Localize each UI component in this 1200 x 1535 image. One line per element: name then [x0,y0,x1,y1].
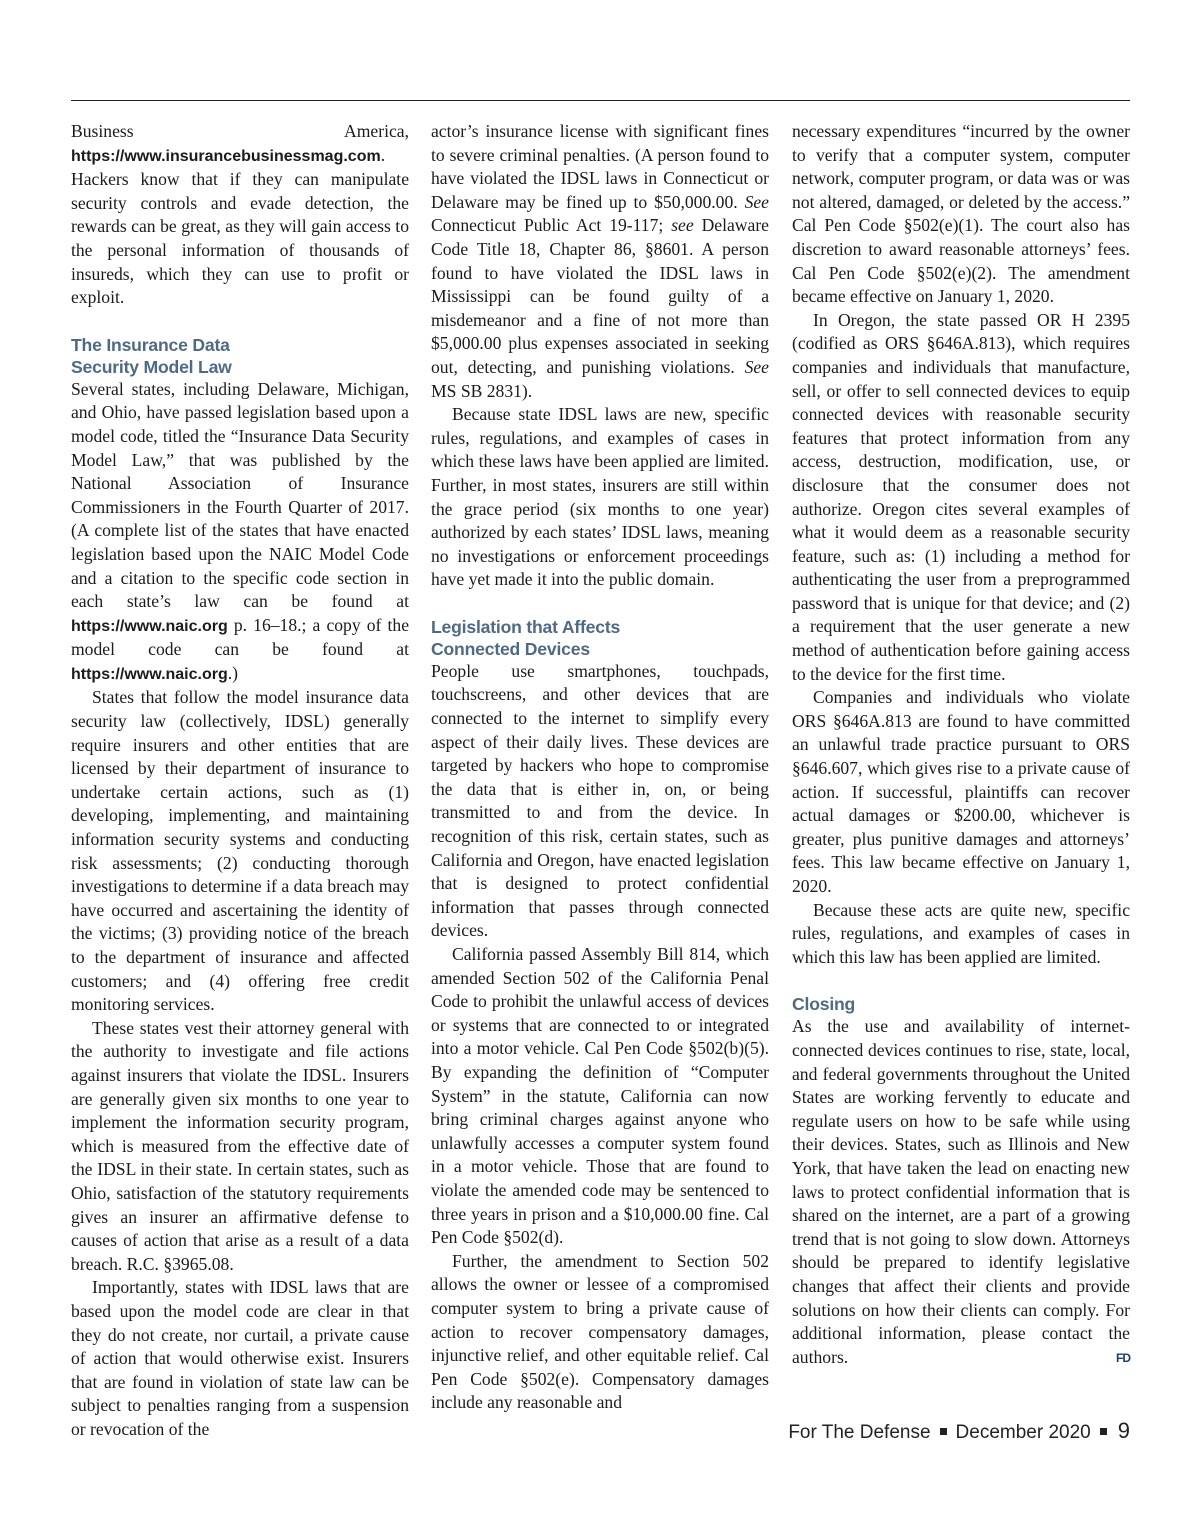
paragraph: People use smartphones, touchpads, touchscreens, and other devices that are connected to the internet to simplify every aspect of their daily lives. These devices are targeted by hackers who hope to compromise the data that is either in, on, or being transmitted to and from the device. In recognition of this risk, certain states, such as California and Oregon, have enacted legislation that is designed to protect confidential information that passes through connected devices. [431,660,769,941]
paragraph: In Oregon, the state passed OR H 2395 (codified as ORS §646A.813), which requires companies and individuals that manufacture, sell, or offer to sell connected devices to equip connected devices with reasonable security features that protect information from any access, destruction, modification, use, or disclosure that the consumer does not authorize. Oregon cites several examples of what it would deem as a reasonable security feature, such as: (1) including a method for authenticating the user from a preprogrammed password that is unique for that device; and (2) a requirement that the user generate a new method of authentication before gaining access to the device for the first time. [792,309,1130,684]
paragraph: States that follow the model insurance data security law (collectively, IDSL) generally require insurers and other entities that are licensed by their department of insurance to undertake certain actions, such as (1) developing, implementing, and maintaining information security systems and conducting risk assessments; (2) conducting thorough investigations to determine if a data breach may have occurred and ascertaining the identity of the victims; (3) providing notice of the breach to the department of insurance and affected customers; and (4) offering free credit monitoring services. [71,687,409,1015]
paragraph: Business America, https://www.insurancebusinessmag.com. Hackers know that if they can manipulate security controls and evade detection, the rewards can be great, as they will gain access to the personal information of thousands of insureds, which they can use to profit or exploit. [71,121,409,308]
paragraph: actor’s insurance license with significant fines to severe criminal penalties. (A person found to have violated the IDSL laws in Connecticut or Delaware may be fined up to $50,000.00. See Connecticut Public Act 19-117; see Delaware Code Title 18, Chapter 86, §8601. A person found to have violated the IDSL laws in Mississippi can be found guilty of a misdemeanor and a fine of not more than $5,000.00 plus expenses associated in seeking out, detecting, and punishing violations. See MS SB 2831). [431,121,769,401]
paragraph: As the use and availability of internet-connected devices continues to rise, state, local, and federal governments throughout the United States are working fervently to educate and regulate users on how to be safe while using their devices. States, such as Illinois and New York, that have taken the lead on enacting new laws to protect confidential information that is shared on the internet, are a part of a growing trend that is not going to slow down. Attorneys should be prepared to identify legislative changes that affect their clients and provide solutions on how their clients can comply. For additional information, please contact the authors. FD [792,1016,1130,1367]
publication-name: For The Defense [788,1422,931,1443]
section-heading-legislation: Legislation that Affects Connected Devices [431,616,621,659]
paragraph: These states vest their attorney general with the authority to investigate and file actions against insurers that violate the IDSL. Insurers are generally given six months to one year to implement the information security program, which is measured from the effective date of the IDSL in their state. In certain states, such as Ohio, satisfaction of the statutory requirements gives an insurer an affirmative defense to causes of action that arise as a result of a data breach. R.C. §3965.08. [71,1017,409,1274]
paragraph: Importantly, states with IDSL laws that are based upon the model code are clear in that they do not create, nor curtail, a private cause of action that would otherwise exist. Insurers that are found in violation of state law can be subject to penalties ranging from a suspension or revocation of the [71,1277,409,1439]
paragraph: Several states, including Delaware, Michigan, and Ohio, have passed legislation based upon a model code, titled the “Insurance Data Security Model Law,” that was published by the National Association of Insurance Commissioners in the Fourth Quarter of 2017. (A complete list of the states that have enacted legislation based upon the NAIC Model Code and a citation to the specific code section in each state’s law can be found at https://www.naic.org p. 16–18.; a copy of the model code can be found at https://www.naic.org.) [71,378,409,683]
url-link[interactable]: https://www.insurancebusinessmag.com [71,147,381,165]
issue-date: December 2020 [955,1422,1091,1443]
paragraph: Because state IDSL laws are new, specific rules, regulations, and examples of cases in which these laws have been applied are limited. Further, in most states, insurers are still within the grace period (six months to one year) authorized by each states’ IDSL laws, meaning no investigations or enforcement proceedings have yet made it into the public domain. [431,404,769,590]
paragraph: Because these acts are quite new, specific rules, regulations, and examples of cases in which this law has been applied are limited. [792,899,1130,967]
section-heading-closing: Closing [792,994,856,1015]
bullet-square-icon [940,1428,947,1435]
column-1 [71,120,409,1441]
page-number: 9 [1117,1418,1130,1443]
paragraph: necessary expenditures “incurred by the owner to verify that a computer system, computer network, computer program, or data was or was not altered, damaged, or deleted by the access.” Cal Pen Code §502(e)(1). The court also has discretion to award reasonable attorneys’ fees. Cal Pen Code §502(e)(2). The amendment became effective on January 1, 2020. [792,121,1130,307]
page-footer [788,1418,1130,1444]
column-3 [792,120,1130,1369]
column-2 [431,120,769,1415]
paragraph: Further, the amendment to Section 502 allows the owner or lessee of a compromised computer system to bring a private cause of action to recover compensatory damages, injunctive relief, and other equitable relief. Cal Pen Code §502(e). Compensatory damages include any reasonable and [431,1250,769,1413]
bullet-square-icon [1100,1428,1107,1435]
paragraph: Companies and individuals who violate ORS §646A.813 are found to have committed an unlawful trade practice pursuant to ORS §646.607, which gives rise to a private cause of action. If successful, plaintiffs can recover actual damages or $200.00, whichever is greater, plus punitive damages and attorneys’ fees. This law became effective on January 1, 2020. [792,687,1130,896]
top-rule [71,100,1130,101]
paragraph: California passed Assembly Bill 814, which amended Section 502 of the California Penal Code to prohibit the unlawful access of devices or systems that are connected to or integrated into a motor vehicle. Cal Pen Code §502(b)(5). By expanding the definition of “Computer System” in the statute, California can now bring criminal charges against anyone who unlawfully accesses a computer system found in a motor vehicle. Those that are found to violate the amended code may be sentenced to three years in prison and a $10,000.00 fine. Cal Pen Code §502(d). [431,944,769,1248]
end-mark-icon: FD [1116,1350,1130,1365]
section-heading-insurance-data: The Insurance Data Security Model Law [71,334,232,377]
url-link[interactable]: https://www.naic.org [71,665,228,683]
url-link[interactable]: https://www.naic.org [71,617,228,635]
